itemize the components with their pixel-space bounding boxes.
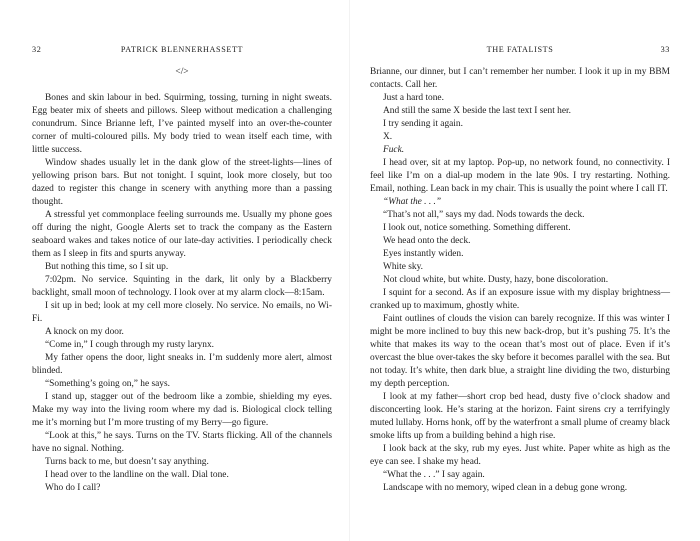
- paragraph: Turns back to me, but doesn’t say anything.: [45, 457, 209, 467]
- paragraph: Fuck.: [383, 145, 405, 155]
- paragraph: I stand up, stagger out of the bedroom like a zombie, shielding my eyes. Make my way into the living room where my dad is. Biological clock telling me it’s morning but I’m more trusting of my Berry—go figure.: [32, 392, 332, 428]
- paragraph: Just a hard tone.: [383, 93, 444, 103]
- paragraph: X.: [383, 132, 393, 142]
- paragraph: Faint outlines of clouds the vision can barely recognize. If this was winter I might be more inclined to buy this new back-drop, but it’s pushing 75. It’s the white that makes its way to the ocean that’s most out of place. Even if it’s overcast the blue over-takes the sky before it becomes parallel with the sea. But not today. It’s white, then dark blue, a straight line dividing the two, disturbing my depth perception.: [370, 314, 670, 389]
- paragraph: We head onto the deck.: [383, 236, 471, 246]
- paragraph: I look at my father—short crop bed head, dusty five o’clock shadow and disconcerting look. He’s staring at the horizon. Faint sirens cry a terrifyingly muted lullaby. Horns honk, off by the waterfront a small plume of creamy black smoke lifts up from a building behind a high rise.: [370, 392, 670, 441]
- paragraph: My father opens the door, light sneaks in. I’m suddenly more alert, almost blinded.: [32, 353, 332, 376]
- paragraph: “That’s not all,” says my dad. Nods towards the deck.: [383, 210, 585, 220]
- paragraph: A knock on my door.: [45, 327, 124, 337]
- section-break: </>: [175, 67, 189, 77]
- paragraph: Bones and skin labour in bed. Squirming, tossing, turning in night sweats. Egg beater mix of sheets and pillows. Sleep without medication a challenging conundrum. Since Brianne left, I’ve painted myself into an over-the-counter corner of multi-coloured pills. My body tried to wean itself each time, with little success.: [32, 93, 332, 155]
- paragraph: I head over, sit at my laptop. Pop-up, no network found, no connectivity. I feel like I’m on a dial-up modem in the late 90s. I try restarting. Nothing. Email, nothing. Lean back in my chair. This is usually the point where I call IT.: [370, 158, 670, 194]
- right-page: [370, 0, 670, 541]
- right-page-header: [370, 45, 670, 57]
- paragraph: I sit up in bed; look at my cell more closely. No service. No emails, no Wi-Fi.: [32, 301, 332, 324]
- left-page-header: [32, 45, 332, 57]
- paragraph: 7:02pm. No service. Squinting in the dark, lit only by a Blackberry backlight, small moon of technology. I look over at my alarm clock—8:15am.: [32, 275, 332, 298]
- paragraph: “Come in,” I cough through my rusty larynx.: [45, 340, 214, 350]
- paragraph: Brianne, our dinner, but I can’t remember her number. I look it up in my BBM contacts. Call her.: [370, 67, 670, 90]
- paragraph: White sky.: [383, 262, 424, 272]
- paragraph: Not cloud white, but white. Dusty, hazy, bone discoloration.: [383, 275, 609, 285]
- page-number: 33: [660, 45, 670, 54]
- right-page-body: [370, 66, 670, 495]
- paragraph: A stressful yet commonplace feeling surrounds me. Usually my phone goes off during the night, Google Alerts set to track the company as the Eastern seaboard wakes and takes notice of our late-day activities. I periodically check them as I sleep in fits and spurts anyway.: [32, 210, 332, 259]
- paragraph: “What the . . .” I say again.: [383, 470, 485, 480]
- paragraph: I squint for a second. As if an exposure issue with my display brightness—cranked up to maximum, ghostly white.: [370, 288, 670, 311]
- page-number: 32: [32, 45, 42, 54]
- running-head-title: THE FATALISTS: [486, 45, 554, 54]
- paragraph: And still the same X beside the last text I sent her.: [383, 106, 571, 116]
- paragraph: “What the . . .”: [383, 197, 442, 207]
- paragraph: Eyes instantly widen.: [383, 249, 464, 259]
- gutter: [349, 0, 350, 541]
- running-head-author: PATRICK BLENNERHASSETT: [120, 45, 244, 54]
- paragraph: “Look at this,” he says. Turns on the TV. Starts flicking. All of the channels have no signal. Nothing.: [32, 431, 332, 454]
- paragraph: Window shades usually let in the dank glow of the street-lights—lines of yellowing prison bars. But not tonight. I squint, look more closely, but too dazed to register this change in scenery with anything more than a passing thought.: [32, 158, 332, 207]
- paragraph: Who do I call?: [45, 483, 101, 493]
- paragraph: I head over to the landline on the wall. Dial tone.: [45, 470, 229, 480]
- paragraph: Landscape with no memory, wiped clean in a debug gone wrong.: [383, 483, 628, 493]
- left-page-body: [32, 66, 332, 495]
- paragraph: “Something’s going on,” he says.: [45, 379, 170, 389]
- paragraph: But nothing this time, so I sit up.: [45, 262, 169, 272]
- paragraph: I try sending it again.: [383, 119, 463, 129]
- left-page: [32, 0, 332, 541]
- paragraph: I look back at the sky, rub my eyes. Just white. Paper white as high as the eye can see. I shake my head.: [370, 444, 670, 467]
- paragraph: I look out, notice something. Something different.: [383, 223, 571, 233]
